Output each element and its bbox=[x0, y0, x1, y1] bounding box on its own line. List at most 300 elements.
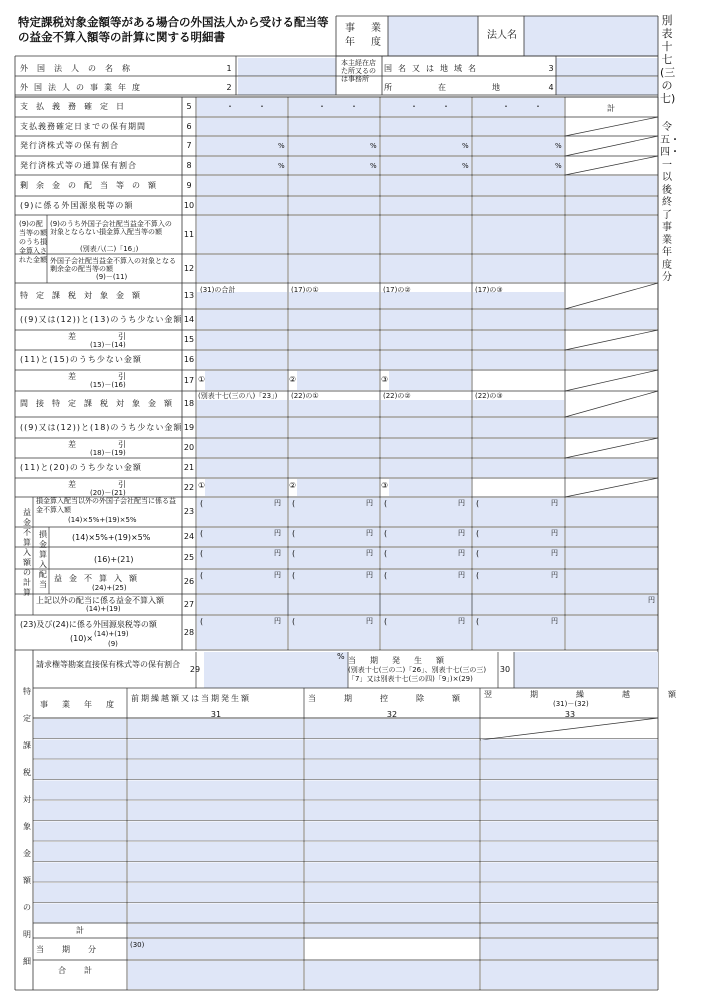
r17-field-1[interactable] bbox=[297, 371, 379, 390]
r20-field-0[interactable] bbox=[197, 439, 287, 457]
grid-line bbox=[480, 718, 658, 740]
bracket-mark: ( bbox=[200, 617, 204, 626]
c33-field-5[interactable] bbox=[481, 822, 657, 841]
pct-mark: % bbox=[555, 142, 562, 150]
toki-c31[interactable] bbox=[128, 939, 303, 959]
r5-field-1[interactable] bbox=[289, 98, 379, 116]
kei-label: 計 bbox=[607, 104, 615, 113]
r30-field[interactable] bbox=[514, 652, 658, 688]
row-number: 6 bbox=[186, 121, 192, 131]
hojinmei-field[interactable] bbox=[524, 16, 658, 56]
row-number: 26 bbox=[183, 576, 195, 586]
bracket-mark: ( bbox=[292, 529, 296, 538]
r21-field-0[interactable] bbox=[197, 459, 287, 477]
bracket-mark: ( bbox=[476, 499, 480, 508]
pct-mark: % bbox=[462, 142, 469, 150]
r21-field-2[interactable] bbox=[381, 459, 471, 477]
r11-field-2[interactable] bbox=[381, 216, 471, 253]
side-label: 別表十七(三の七) bbox=[660, 14, 676, 105]
r30-num: 30 bbox=[499, 665, 511, 674]
r16-field-1[interactable] bbox=[289, 351, 379, 369]
c32-field-2[interactable] bbox=[305, 760, 479, 779]
yen-mark: 円 bbox=[366, 549, 373, 557]
row-number: 17 bbox=[183, 375, 195, 385]
side-note: 令五・四・一以後終了事業年度分 bbox=[660, 122, 680, 283]
r24-label: (14)×5%+(19)×5% bbox=[72, 533, 151, 542]
r10-field-0[interactable] bbox=[197, 197, 287, 214]
col33-sub: (31)－(32) bbox=[553, 700, 589, 708]
r28-num: (14)+(19) bbox=[94, 630, 129, 638]
yen-mark: 円 bbox=[551, 549, 558, 557]
bracket-mark: ( bbox=[384, 549, 388, 558]
r9-field-1[interactable] bbox=[289, 176, 379, 195]
r15-field-1[interactable] bbox=[289, 331, 379, 349]
year-field-4[interactable] bbox=[34, 801, 126, 820]
form-page: 特定課税対象金額等がある場合の外国法人から受ける配当等の益金不算入額等の計算に関する明細書 別表十七(三の七) 令五・四・一以後終了事業年度分 事 業 年 度 法人名 外国法人の名称 1 外国法人の事業年度 2 本主経在店た所又るのは事務所 国名又は地域名 3 所在地 4 計 5 支払義務確定日 6 支払義務確定日までの保有期間 7 発行済株式等の保有割合 8 発行済株式等の通算保有割合 9 剰余金の配当等の額 10 (9)に係る外国源泉税等の額 11 12 13 特定課税対象金額 14 ((9)又は(12))と(13)のうち少ない金額 15 差引 (13)－(14) 16 (11)と(15)のうち少ない金額 17 差引 (15)－(16) 18 間接特定課税対象金額 19 ((9)又は(12))と(18)のうち少ない金額 20 差引 (18)－(19) 21 (11)と(20)のうち少ない金額 22 差引 (20)－(21) 23 24 25 26 27 28 (9)のうち外国子会社配当益金不算入の対象とならない損金算入配当等の額 (別表八(二)「16」) 外国子会社配当益金不算入の対象となる剰余金の配当等の額 (9)－(11) (9)の配当等の額のうち損金算入された金額 益金不算入額の計算 損金算入配当 損金算入配当以外の外国子会社配当に係る益金不算入額 (14)×5%+(19)×5% (14)×5%+(19)×5% (16)+(21) 益金不算入額 (24)+(25) 上記以外の配当に係る益金不算入額 (14)+(19) (23)及び(24)に係る外国源泉税等の額 (10)× (14)+(19) (9) (31)の合計 (17)の① (17)の② (17)の③ (別表十七(三の八)「23」) (22)の① (22)の② (22)の③ ① ② ③ ① ② ③ % % % % % % % % 円 円 円 円 ( ( ( ( 円 円 円 円 ( ( ( ( 円 円 円 円 ( ( ( ( 円 円 円 円 ( ( ( ( 円 円 円 円 円 ( ( ( ( ・ ・ ・ ・ ・ ・ ・ ・ 特定課税対象金額の明細 請求権等勘案直接保有株式等の保有割合 29 % 当期発生額 (別表十七(三の二)「26」、別表十七(三の三)「7」又は別表十七(三の四)「9」)×(29) 30 事業年度 前期繰越額又は当期発生額 当期控除額 翌期繰越額 (31)－(32) 31 32 33 計 当期分 (30) 合計 bbox=[0, 0, 679, 997]
r19-field-4[interactable] bbox=[566, 418, 657, 437]
c31-field-8[interactable] bbox=[128, 883, 303, 902]
r17-c1: ① bbox=[198, 375, 206, 384]
r27-label: 上記以外の配当に係る益金不算入額 bbox=[36, 596, 164, 605]
r30-label: 当期発生額 bbox=[348, 656, 458, 665]
row-label-21: (11)と(20)のうち少ない金額 bbox=[20, 463, 142, 472]
r28-field-4[interactable] bbox=[566, 616, 657, 649]
yen-mark: 円 bbox=[274, 571, 281, 579]
c32-field-3[interactable] bbox=[305, 781, 479, 800]
gokei-label: 合計 bbox=[58, 966, 110, 975]
r25-label: (16)+(21) bbox=[94, 555, 134, 564]
yen-mark: 円 bbox=[366, 499, 373, 507]
r26-field-4[interactable] bbox=[566, 570, 657, 593]
c33-field-4[interactable] bbox=[481, 801, 657, 820]
date-separator: ・ bbox=[318, 102, 326, 111]
r20-field-2[interactable] bbox=[381, 439, 471, 457]
gokei-c31[interactable] bbox=[128, 961, 303, 989]
row-label-13: 特定課税対象金額 bbox=[20, 291, 148, 300]
date-separator: ・ bbox=[350, 102, 358, 111]
yen-mark: 円 bbox=[551, 499, 558, 507]
yen-mark: 円 bbox=[458, 529, 465, 537]
r16-field-3[interactable] bbox=[473, 351, 564, 369]
c31-field-0[interactable] bbox=[128, 719, 303, 738]
yen-mark: 円 bbox=[458, 549, 465, 557]
date-separator: ・ bbox=[502, 102, 510, 111]
c33-field-8[interactable] bbox=[481, 883, 657, 902]
bracket-mark: ( bbox=[384, 499, 388, 508]
r12-field-0[interactable] bbox=[197, 255, 287, 282]
r26-label: 益金不算入額 bbox=[54, 574, 144, 583]
r21-field-4[interactable] bbox=[566, 459, 657, 477]
r7-field-3[interactable] bbox=[473, 137, 564, 155]
row-number: 25 bbox=[183, 553, 195, 562]
yen-mark: 円 bbox=[366, 529, 373, 537]
row-label-9: 剰余金の配当等の額 bbox=[20, 180, 164, 190]
c31-field-6[interactable] bbox=[128, 842, 303, 861]
r8-field-2[interactable] bbox=[381, 157, 471, 174]
yen-mark: 円 bbox=[274, 549, 281, 557]
r17-field-2[interactable] bbox=[389, 371, 471, 390]
r18-field-0[interactable] bbox=[197, 400, 287, 416]
bracket-mark: ( bbox=[384, 571, 388, 580]
date-separator: ・ bbox=[442, 102, 450, 111]
row-sub-22: (20)－(21) bbox=[90, 489, 126, 497]
gokei-c33[interactable] bbox=[481, 961, 657, 989]
r14-field-2[interactable] bbox=[381, 310, 471, 329]
grid-line bbox=[565, 136, 658, 156]
r11-field-4[interactable] bbox=[566, 216, 657, 253]
r20-field-1[interactable] bbox=[289, 439, 379, 457]
left-group-2: 益金不算入額の計算 bbox=[23, 508, 31, 597]
row-label-6: 支払義務確定日までの保有期間 bbox=[20, 121, 146, 131]
c32-total[interactable] bbox=[305, 924, 479, 937]
r27-field[interactable] bbox=[197, 595, 564, 614]
r18-h3: (22)の② bbox=[383, 392, 411, 400]
r11-sub: (別表八(二)「16」) bbox=[80, 245, 139, 253]
row-sub-20: (18)－(19) bbox=[90, 449, 126, 457]
r9-field-0[interactable] bbox=[197, 176, 287, 195]
row-label-5: 支払義務確定日 bbox=[20, 102, 132, 111]
r12-sub: (9)－(11) bbox=[96, 273, 128, 281]
r10-field-2[interactable] bbox=[381, 197, 471, 214]
r14-field-4[interactable] bbox=[566, 310, 657, 329]
c32-field-1[interactable] bbox=[305, 740, 479, 759]
r11-field-3[interactable] bbox=[473, 216, 564, 253]
r8-field-3[interactable] bbox=[473, 157, 564, 174]
row-label-20: 差引 bbox=[68, 440, 168, 449]
year-field-9[interactable] bbox=[34, 904, 126, 923]
bracket-mark: ( bbox=[292, 617, 296, 626]
c33-field-7[interactable] bbox=[481, 863, 657, 882]
bracket-mark: ( bbox=[200, 529, 204, 538]
r29-label: 請求権等勘案直接保有株式等の保有割合 bbox=[36, 660, 180, 669]
toki-ref: (30) bbox=[130, 941, 145, 949]
r22-field-1[interactable] bbox=[297, 479, 379, 496]
c32-field-7[interactable] bbox=[305, 863, 479, 882]
row-number: 21 bbox=[183, 463, 195, 472]
bracket-mark: ( bbox=[200, 571, 204, 580]
r15-field-3[interactable] bbox=[473, 331, 564, 349]
year-field-3[interactable] bbox=[34, 781, 126, 800]
col33-label: 翌期繰越額 bbox=[484, 690, 714, 699]
r7-field-2[interactable] bbox=[381, 137, 471, 155]
date-separator: ・ bbox=[534, 102, 542, 111]
r7-field-1[interactable] bbox=[289, 137, 379, 155]
col31-num: 31 bbox=[210, 710, 222, 719]
year-field-0[interactable] bbox=[34, 719, 126, 738]
left-group-3: 損金算入配当 bbox=[39, 530, 47, 589]
c31-field-7[interactable] bbox=[128, 863, 303, 882]
grid-line bbox=[565, 156, 658, 175]
bracket-mark: ( bbox=[476, 571, 480, 580]
bracket-mark: ( bbox=[292, 549, 296, 558]
r10-field-4[interactable] bbox=[566, 197, 657, 214]
r12-field-1[interactable] bbox=[289, 255, 379, 282]
r17-c2: ② bbox=[289, 375, 297, 384]
yen-mark: 円 bbox=[551, 571, 558, 579]
c32-field-6[interactable] bbox=[305, 842, 479, 861]
gokei-c32[interactable] bbox=[305, 961, 479, 989]
r2-field[interactable] bbox=[238, 77, 336, 95]
row-number: 5 bbox=[186, 102, 192, 111]
c31-field-3[interactable] bbox=[128, 781, 303, 800]
grid-line bbox=[565, 478, 658, 497]
row-number: 14 bbox=[183, 314, 195, 324]
r5-field-0[interactable] bbox=[197, 98, 287, 116]
r28-den: (9) bbox=[108, 640, 118, 648]
r7-field-0[interactable] bbox=[197, 137, 287, 155]
c32-field-8[interactable] bbox=[305, 883, 479, 902]
r5-field-2[interactable] bbox=[381, 98, 471, 116]
row-number: 19 bbox=[183, 422, 195, 432]
bracket-mark: ( bbox=[476, 549, 480, 558]
r10-field-1[interactable] bbox=[289, 197, 379, 214]
row-number: 11 bbox=[183, 229, 195, 239]
row-number: 12 bbox=[183, 263, 195, 273]
r17-field-0[interactable] bbox=[205, 371, 287, 390]
row-number: 24 bbox=[183, 532, 195, 541]
form-title: 特定課税対象金額等がある場合の外国法人から受ける配当等の益金不算入額等の計算に関する明細書 bbox=[18, 15, 329, 44]
c33-total[interactable] bbox=[481, 924, 657, 937]
r18-field-2[interactable] bbox=[381, 400, 471, 416]
row-label-14: ((9)又は(12))と(13)のうち少ない金額 bbox=[20, 314, 183, 324]
row-number: 18 bbox=[183, 399, 195, 408]
bracket-mark: ( bbox=[384, 617, 388, 626]
yen-mark: 円 bbox=[366, 571, 373, 579]
pct-mark: % bbox=[462, 162, 469, 170]
yen-mark: 円 bbox=[551, 617, 558, 625]
r15-field-2[interactable] bbox=[381, 331, 471, 349]
r19-field-2[interactable] bbox=[381, 418, 471, 437]
r22-c1: ① bbox=[198, 481, 206, 490]
nendo-label: 年 度 bbox=[345, 37, 384, 48]
r27-sub: (14)+(19) bbox=[86, 605, 121, 613]
bracket-mark: ( bbox=[200, 499, 204, 508]
pct-mark: % bbox=[370, 162, 377, 170]
r9-field-2[interactable] bbox=[381, 176, 471, 195]
r18-h1: (別表十七(三の八)「23」) bbox=[198, 392, 278, 400]
pct-mark: % bbox=[555, 162, 562, 170]
col32-label: 当期控除額 bbox=[308, 694, 488, 703]
pct-mark: % bbox=[278, 142, 285, 150]
row-label-7: 発行済株式等の保有割合 bbox=[20, 141, 119, 150]
r8-field-1[interactable] bbox=[289, 157, 379, 174]
c33-field-1[interactable] bbox=[481, 740, 657, 759]
yen-mark: 円 bbox=[274, 499, 281, 507]
yen-mark: 円 bbox=[274, 617, 281, 625]
grid-line bbox=[565, 391, 658, 417]
r6-field-2[interactable] bbox=[381, 118, 471, 135]
r29-num: 29 bbox=[189, 665, 201, 674]
r12-label: 外国子会社配当益金不算入の対象となる剰余金の配当等の額 bbox=[50, 257, 176, 273]
yen-mark: 円 bbox=[458, 499, 465, 507]
row-label-19: ((9)又は(12))と(18)のうち少ない金額 bbox=[20, 422, 183, 432]
row-number: 13 bbox=[183, 291, 195, 300]
row-number: 20 bbox=[183, 443, 195, 452]
r23-label: 損金算入配当以外の外国子会社配当に係る益金不算入額 bbox=[36, 497, 176, 514]
c31-field-5[interactable] bbox=[128, 822, 303, 841]
r5-field-3[interactable] bbox=[473, 98, 564, 116]
r1-field[interactable] bbox=[238, 58, 336, 76]
r22-field-2[interactable] bbox=[389, 479, 471, 496]
row-label-16: (11)と(15)のうち少ない金額 bbox=[20, 355, 142, 364]
year-field-6[interactable] bbox=[34, 842, 126, 861]
r18-h2: (22)の① bbox=[291, 392, 319, 400]
col32-num: 32 bbox=[386, 710, 398, 719]
r30-sub: (別表十七(三の二)「26」、別表十七(三の三)「7」又は別表十七(三の四)「9」)×(29) bbox=[348, 666, 487, 683]
r27-field-4[interactable] bbox=[566, 595, 657, 614]
bottom-group-label: 特定課税対象金額の明細 bbox=[23, 687, 31, 966]
r22-c3: ③ bbox=[381, 481, 389, 490]
toki-label: 当期分 bbox=[36, 945, 114, 954]
col-year-label: 事業年度 bbox=[40, 700, 128, 709]
col31-label: 前期繰越額又は当期発生額 bbox=[131, 694, 251, 703]
r16-field-2[interactable] bbox=[381, 351, 471, 369]
row-sub-15: (13)－(14) bbox=[90, 341, 126, 349]
r11-field-1[interactable] bbox=[289, 216, 379, 253]
date-separator: ・ bbox=[258, 102, 266, 111]
grid-line bbox=[565, 283, 658, 309]
grid-line bbox=[565, 330, 658, 350]
date-separator: ・ bbox=[410, 102, 418, 111]
c32-field-4[interactable] bbox=[305, 801, 479, 820]
r19-field-3[interactable] bbox=[473, 418, 564, 437]
col33-num: 33 bbox=[564, 710, 576, 719]
r12-field-2[interactable] bbox=[381, 255, 471, 282]
r21-field-1[interactable] bbox=[289, 459, 379, 477]
r23-field-4[interactable] bbox=[566, 498, 657, 526]
r9-field-3[interactable] bbox=[473, 176, 564, 195]
r6-field-1[interactable] bbox=[289, 118, 379, 135]
row2-label: 外国法人の事業年度 bbox=[20, 83, 146, 92]
row-number: 9 bbox=[186, 180, 192, 190]
yen-mark: 円 bbox=[458, 617, 465, 625]
r20-field-3[interactable] bbox=[473, 439, 564, 457]
toki-c33[interactable] bbox=[481, 939, 657, 959]
c31-field-2[interactable] bbox=[128, 760, 303, 779]
yen-mark: 円 bbox=[274, 529, 281, 537]
c31-field-9[interactable] bbox=[128, 904, 303, 923]
r12-field-4[interactable] bbox=[566, 255, 657, 282]
row-number: 28 bbox=[183, 627, 195, 637]
shozaichi-label: 所在地 bbox=[384, 83, 546, 92]
row-number: 8 bbox=[186, 160, 192, 170]
honten-label: 本主経在店た所又るのは事務所 bbox=[341, 59, 376, 83]
year-field-1[interactable] bbox=[34, 740, 126, 759]
r18-field-3[interactable] bbox=[473, 400, 564, 416]
bracket-mark: ( bbox=[476, 617, 480, 626]
grid-line bbox=[565, 117, 658, 136]
r25-field-4[interactable] bbox=[566, 548, 657, 568]
r13-h2: (17)の① bbox=[291, 286, 319, 294]
r15-field-0[interactable] bbox=[197, 331, 287, 349]
row-number: 22 bbox=[183, 482, 195, 492]
r24-field-4[interactable] bbox=[566, 528, 657, 546]
r21-field-3[interactable] bbox=[473, 459, 564, 477]
r10-field-3[interactable] bbox=[473, 197, 564, 214]
c32-field-0[interactable] bbox=[305, 719, 479, 738]
r14-field-1[interactable] bbox=[289, 310, 379, 329]
pct-mark: % bbox=[278, 162, 285, 170]
row-label-17: 差引 bbox=[68, 372, 168, 381]
r6-field-3[interactable] bbox=[473, 118, 564, 135]
r11-label: (9)のうち外国子会社配当益金不算入の対象とならない損金算入配当等の額 bbox=[50, 220, 172, 236]
c31-field-4[interactable] bbox=[128, 801, 303, 820]
row-number: 15 bbox=[183, 335, 195, 344]
r19-field-1[interactable] bbox=[289, 418, 379, 437]
c31-field-1[interactable] bbox=[128, 740, 303, 759]
r13-h3: (17)の② bbox=[383, 286, 411, 294]
c33-field-9[interactable] bbox=[481, 904, 657, 923]
r29-field[interactable] bbox=[204, 652, 348, 688]
r3-field[interactable] bbox=[556, 58, 658, 76]
year-field-5[interactable] bbox=[34, 822, 126, 841]
r22-field-0[interactable] bbox=[205, 479, 287, 496]
r11-field-0[interactable] bbox=[197, 216, 287, 253]
year-field-8[interactable] bbox=[34, 883, 126, 902]
yen-mark: 円 bbox=[648, 596, 655, 604]
r26-sub: (24)+(25) bbox=[92, 584, 127, 592]
c31-total[interactable] bbox=[128, 924, 303, 937]
r4-field[interactable] bbox=[556, 77, 658, 95]
jigyo-nendo-field[interactable] bbox=[388, 16, 478, 56]
row-label-8: 発行済株式等の通算保有割合 bbox=[20, 160, 137, 170]
year-field-7[interactable] bbox=[34, 863, 126, 882]
row-number: 10 bbox=[183, 200, 195, 210]
bracket-mark: ( bbox=[200, 549, 204, 558]
r16-field-4[interactable] bbox=[566, 351, 657, 369]
yen-mark: 円 bbox=[458, 571, 465, 579]
row-sub-17: (15)－(16) bbox=[90, 381, 126, 389]
r14-field-0[interactable] bbox=[197, 310, 287, 329]
r18-h4: (22)の③ bbox=[475, 392, 503, 400]
r29-pct: % bbox=[337, 652, 345, 661]
r23-sub: (14)×5%+(19)×5% bbox=[68, 516, 137, 524]
bracket-mark: ( bbox=[292, 499, 296, 508]
r6-field-0[interactable] bbox=[197, 118, 287, 135]
grid-line bbox=[565, 370, 658, 391]
r16-field-0[interactable] bbox=[197, 351, 287, 369]
yen-mark: 円 bbox=[551, 529, 558, 537]
date-separator: ・ bbox=[226, 102, 234, 111]
r18-field-1[interactable] bbox=[289, 400, 379, 416]
row-label-10: (9)に係る外国源泉税等の額 bbox=[20, 200, 134, 210]
bracket-mark: ( bbox=[384, 529, 388, 538]
row-number: 16 bbox=[183, 355, 195, 364]
c32-field-5[interactable] bbox=[305, 822, 479, 841]
kei-row-label: 計 bbox=[76, 926, 84, 935]
r9-field-4[interactable] bbox=[566, 176, 657, 195]
c33-field-2[interactable] bbox=[481, 760, 657, 779]
row-number: 7 bbox=[186, 141, 192, 150]
c32-field-9[interactable] bbox=[305, 904, 479, 923]
bracket-mark: ( bbox=[292, 571, 296, 580]
year-field-2[interactable] bbox=[34, 760, 126, 779]
r12-field-3[interactable] bbox=[473, 255, 564, 282]
c33-field-6[interactable] bbox=[481, 842, 657, 861]
r14-field-3[interactable] bbox=[473, 310, 564, 329]
row1-label: 外国法人の名称 bbox=[20, 64, 139, 73]
row-label-22: 差引 bbox=[68, 480, 168, 489]
r8-field-0[interactable] bbox=[197, 157, 287, 174]
yen-mark: 円 bbox=[366, 617, 373, 625]
r19-field-0[interactable] bbox=[197, 418, 287, 437]
jigyo-label: 事 業 bbox=[345, 23, 384, 34]
r13-h4: (17)の③ bbox=[475, 286, 503, 294]
left-group-1: (9)の配当等の額のうち損金算入された金額 bbox=[19, 220, 47, 264]
kokumei-label: 国名又は地域名 bbox=[384, 64, 482, 73]
grid-line bbox=[565, 438, 658, 458]
c33-field-3[interactable] bbox=[481, 781, 657, 800]
